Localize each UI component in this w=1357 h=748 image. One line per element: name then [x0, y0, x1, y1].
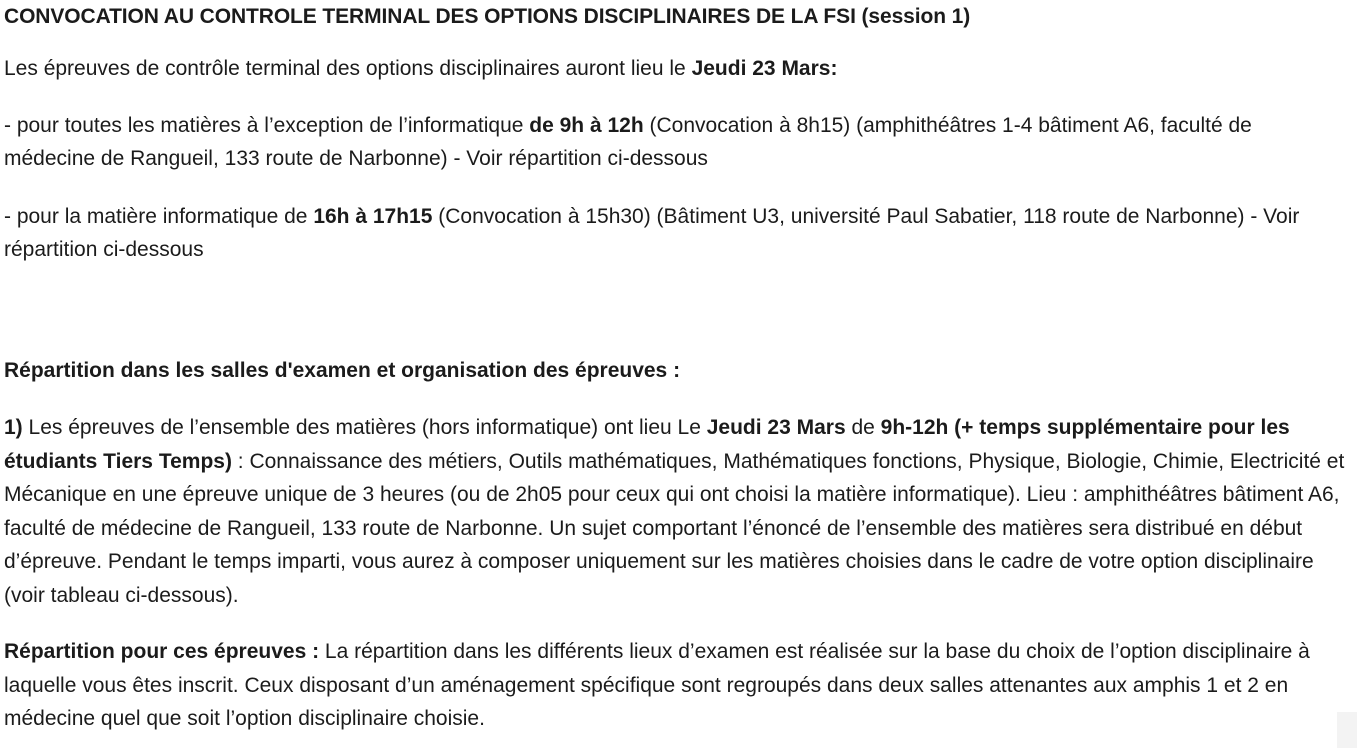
- repartition-epreuves-label: Répartition pour ces épreuves :: [4, 640, 320, 663]
- intro-paragraph: [4, 52, 1348, 86]
- section1-number: 1): [4, 416, 23, 439]
- scrollbar-corner[interactable]: [1337, 712, 1357, 748]
- repartition-heading-text: Répartition dans les salles d'examen et organisation des épreuves :: [4, 358, 681, 382]
- intro-date: Jeudi 23 Mars:: [691, 57, 838, 80]
- section1-text-c: : Connaissance des métiers, Outils mathématiques, Mathématiques fonctions, Physique, Biologie, Chimie, Electricité et Mécanique en une épreuve unique de 3 heures (ou de 2h05 pour ceux qui ont choisi la matière informatique). Lieu : amphithéâtres bâtiment A6, faculté de médecine de Rangueil, 133 route de Narbonne. Un sujet comportant l’énoncé de l’ensemble des matières sera distribué en début d’épreuve. Pendant le temps imparti, vous aurez à composer uniquement sur les matières choisies dans le cadre de votre option disciplinaire (voir tableau ci-dessous).: [4, 449, 1345, 607]
- section1-paragraph: [4, 411, 1348, 612]
- section1-text-b: de: [845, 416, 881, 439]
- informatique-prefix: - pour la matière informatique de: [4, 204, 314, 228]
- repartition-heading: [4, 354, 1348, 388]
- general-schedule-paragraph: [4, 109, 1348, 176]
- intro-text: Les épreuves de contrôle terminal des options disciplinaires auront lieu le: [4, 57, 692, 80]
- informatique-schedule-paragraph: [4, 200, 1348, 267]
- section1-date: Jeudi 23 Mars: [706, 416, 846, 439]
- document-body: [4, 0, 1348, 736]
- repartition-epreuves-paragraph: [4, 635, 1348, 736]
- general-time: de 9h à 12h: [529, 113, 644, 137]
- page-title: CONVOCATION AU CONTROLE TERMINAL DES OPTIONS DISCIPLINAIRES DE LA FSI (session 1): [4, 5, 971, 28]
- section1-time: 9h-12h (+ temps supplémentaire pour les étudiants Tiers Temps): [4, 416, 1290, 473]
- section1-text-a: Les épreuves de l’ensemble des matières (hors informatique) ont lieu Le: [22, 416, 707, 439]
- informatique-time: 16h à 17h15: [313, 204, 433, 228]
- repartition-epreuves-text: La répartition dans les différents lieux d’examen est réalisée sur la base du choix de l’option disciplinaire à laquelle vous êtes inscrit. Ceux disposant d’un aménagement spécifique sont regroupés dans deux salles attenantes aux amphis 1 et 2 en médecine quel que soit l’option disciplinaire choisie.: [4, 640, 1310, 730]
- general-rest: (Convocation à 8h15) (amphithéâtres 1-4 bâtiment A6, faculté de médecine de Rangueil, 133 route de Narbonne) - Voir répartition ci-dessous: [4, 113, 1252, 170]
- informatique-rest: (Convocation à 15h30) (Bâtiment U3, université Paul Sabatier, 118 route de Narbonne) - Voir répartition ci-dessous: [4, 204, 1300, 261]
- general-prefix: - pour toutes les matières à l’exception de l’informatique: [4, 113, 530, 137]
